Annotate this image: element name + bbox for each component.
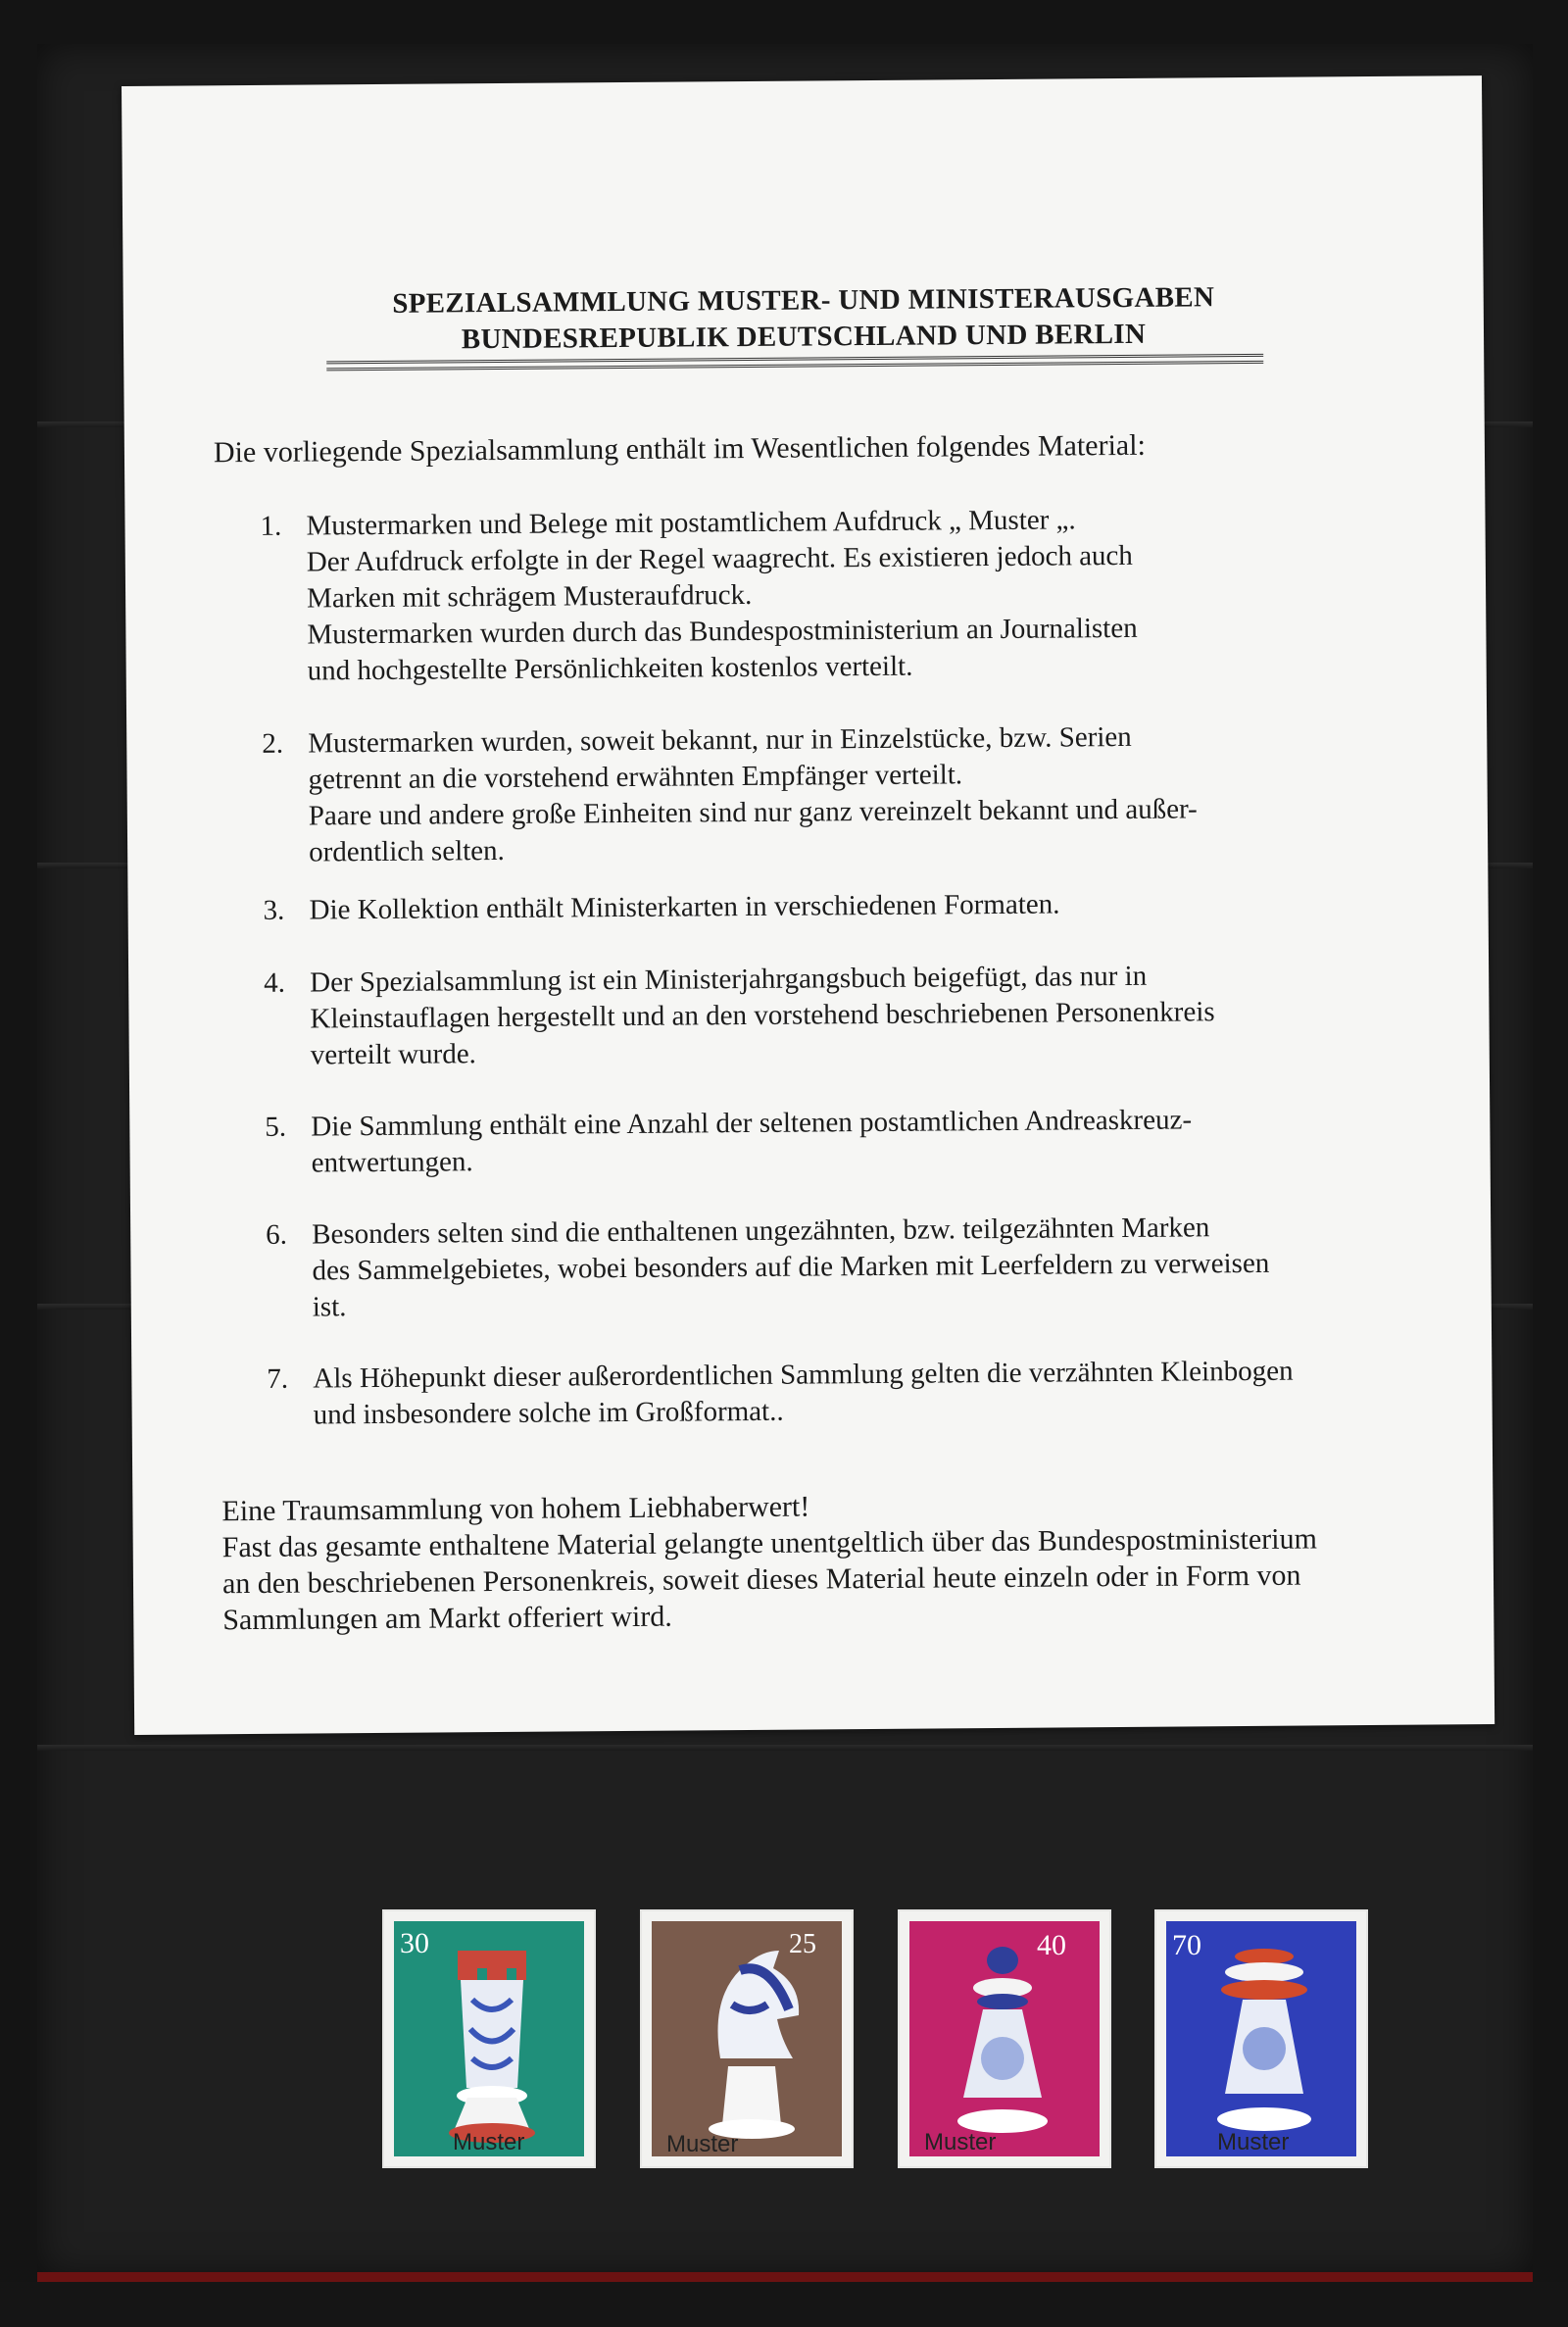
svg-text:25: 25 [789, 1929, 816, 1959]
album-red-edge [37, 2272, 1533, 2282]
sheet-title-line1: SPEZIALSAMMLUNG MUSTER- UND MINISTERAUSGABEN [392, 281, 1215, 320]
title-underline [326, 354, 1263, 371]
list-item-number: 3. [263, 894, 285, 926]
stamp-rook [384, 1911, 594, 2166]
stamp-queen [900, 1911, 1109, 2166]
svg-text:70: 70 [1172, 1929, 1201, 1961]
stamp-overprint: Muster [924, 2129, 997, 2155]
list-item-number: 5. [265, 1111, 287, 1143]
list-item-text: Der Spezialsammlung ist ein Ministerjahrgangsbuch beigefügt, das nur in Kleinstauflagen hergestellt und an den vorstehend beschriebenen Personenkreis verteilt wurde. [310, 960, 1215, 1071]
stamp-overprint: Muster [453, 2129, 525, 2155]
stamp-king [1156, 1911, 1366, 2166]
list-item-text: Die Kollektion enthält Ministerkarten in verschiedenen Formaten. [309, 888, 1060, 926]
list-item-number: 4. [264, 966, 286, 999]
stamp-overprint: Muster [666, 2131, 739, 2157]
sheet-intro: Die vorliegende Spezialsammlung enthält im Wesentlichen folgendes Material: [213, 428, 1146, 470]
album-strip [37, 1745, 1533, 1751]
list-item-text: Mustermarken und Belege mit postamtlichem Aufdruck „ Muster „. Der Aufdruck erfolgte in der Regel waagrecht. Es existieren jedoch auch Marken mit schrägem Musteraufdruck. Mustermarken wurden durch das Bundespostministerium an Journalisten und hochgestellte Persönlichkeiten kostenlos verteilt. [306, 504, 1138, 687]
list-item-number: 6. [266, 1218, 288, 1251]
album-bottom [0, 2282, 1568, 2327]
list-item-text: Die Sammlung enthält eine Anzahl der seltenen postamtlichen Andreaskreuz- entwertungen. [311, 1104, 1193, 1179]
list-item-number: 7. [267, 1362, 289, 1395]
list-item-number: 2. [262, 727, 284, 760]
list-item-number: 1. [260, 510, 282, 542]
list-item [262, 718, 1418, 868]
stamp-overprint: Muster [1217, 2129, 1290, 2155]
description-sheet [122, 75, 1494, 1735]
svg-text:40: 40 [1037, 1929, 1066, 1961]
list-item-text: Mustermarken wurden, soweit bekannt, nur in Einzelstücke, bzw. Serien getrennt an die vorstehend erwähnten Empfänger verteilt. Paare und andere große Einheiten sind nur ganz vereinzelt bekannt und außer- ordentlich selten. [308, 720, 1198, 868]
svg-text:30: 30 [400, 1927, 429, 1959]
list-item-text: Besonders selten sind die enthaltenen ungezähnten, bzw. teilgezähnten Marken des Sammelgebietes, wobei besonders auf die Marken mit Leerfeldern zu verweisen ist. [312, 1212, 1270, 1323]
list-item [265, 1101, 1421, 1179]
stamp-knight [642, 1911, 852, 2166]
list-item [264, 957, 1420, 1071]
sheet-closing: Eine Traumsammlung von hohem Liebhaberwert! Fast das gesamte enthaltene Material gelangte unentgeltlich über das Bundespostministerium an den beschriebenen Personenkreis, soweit dieses Material heute einzeln oder in Form von Sammlungen am Markt offeriert wird. [221, 1490, 1318, 1637]
list-item [266, 1209, 1422, 1323]
list-item [260, 500, 1416, 687]
list-item-text: Als Höhepunkt dieser außerordentlichen Sammlung gelten die verzähnten Kleinbogen und insbesondere solche im Großformat.. [313, 1355, 1294, 1431]
list-item [263, 884, 1419, 926]
sheet-title-line2: BUNDESREPUBLIK DEUTSCHLAND UND BERLIN [461, 318, 1147, 356]
list-item [267, 1353, 1423, 1431]
